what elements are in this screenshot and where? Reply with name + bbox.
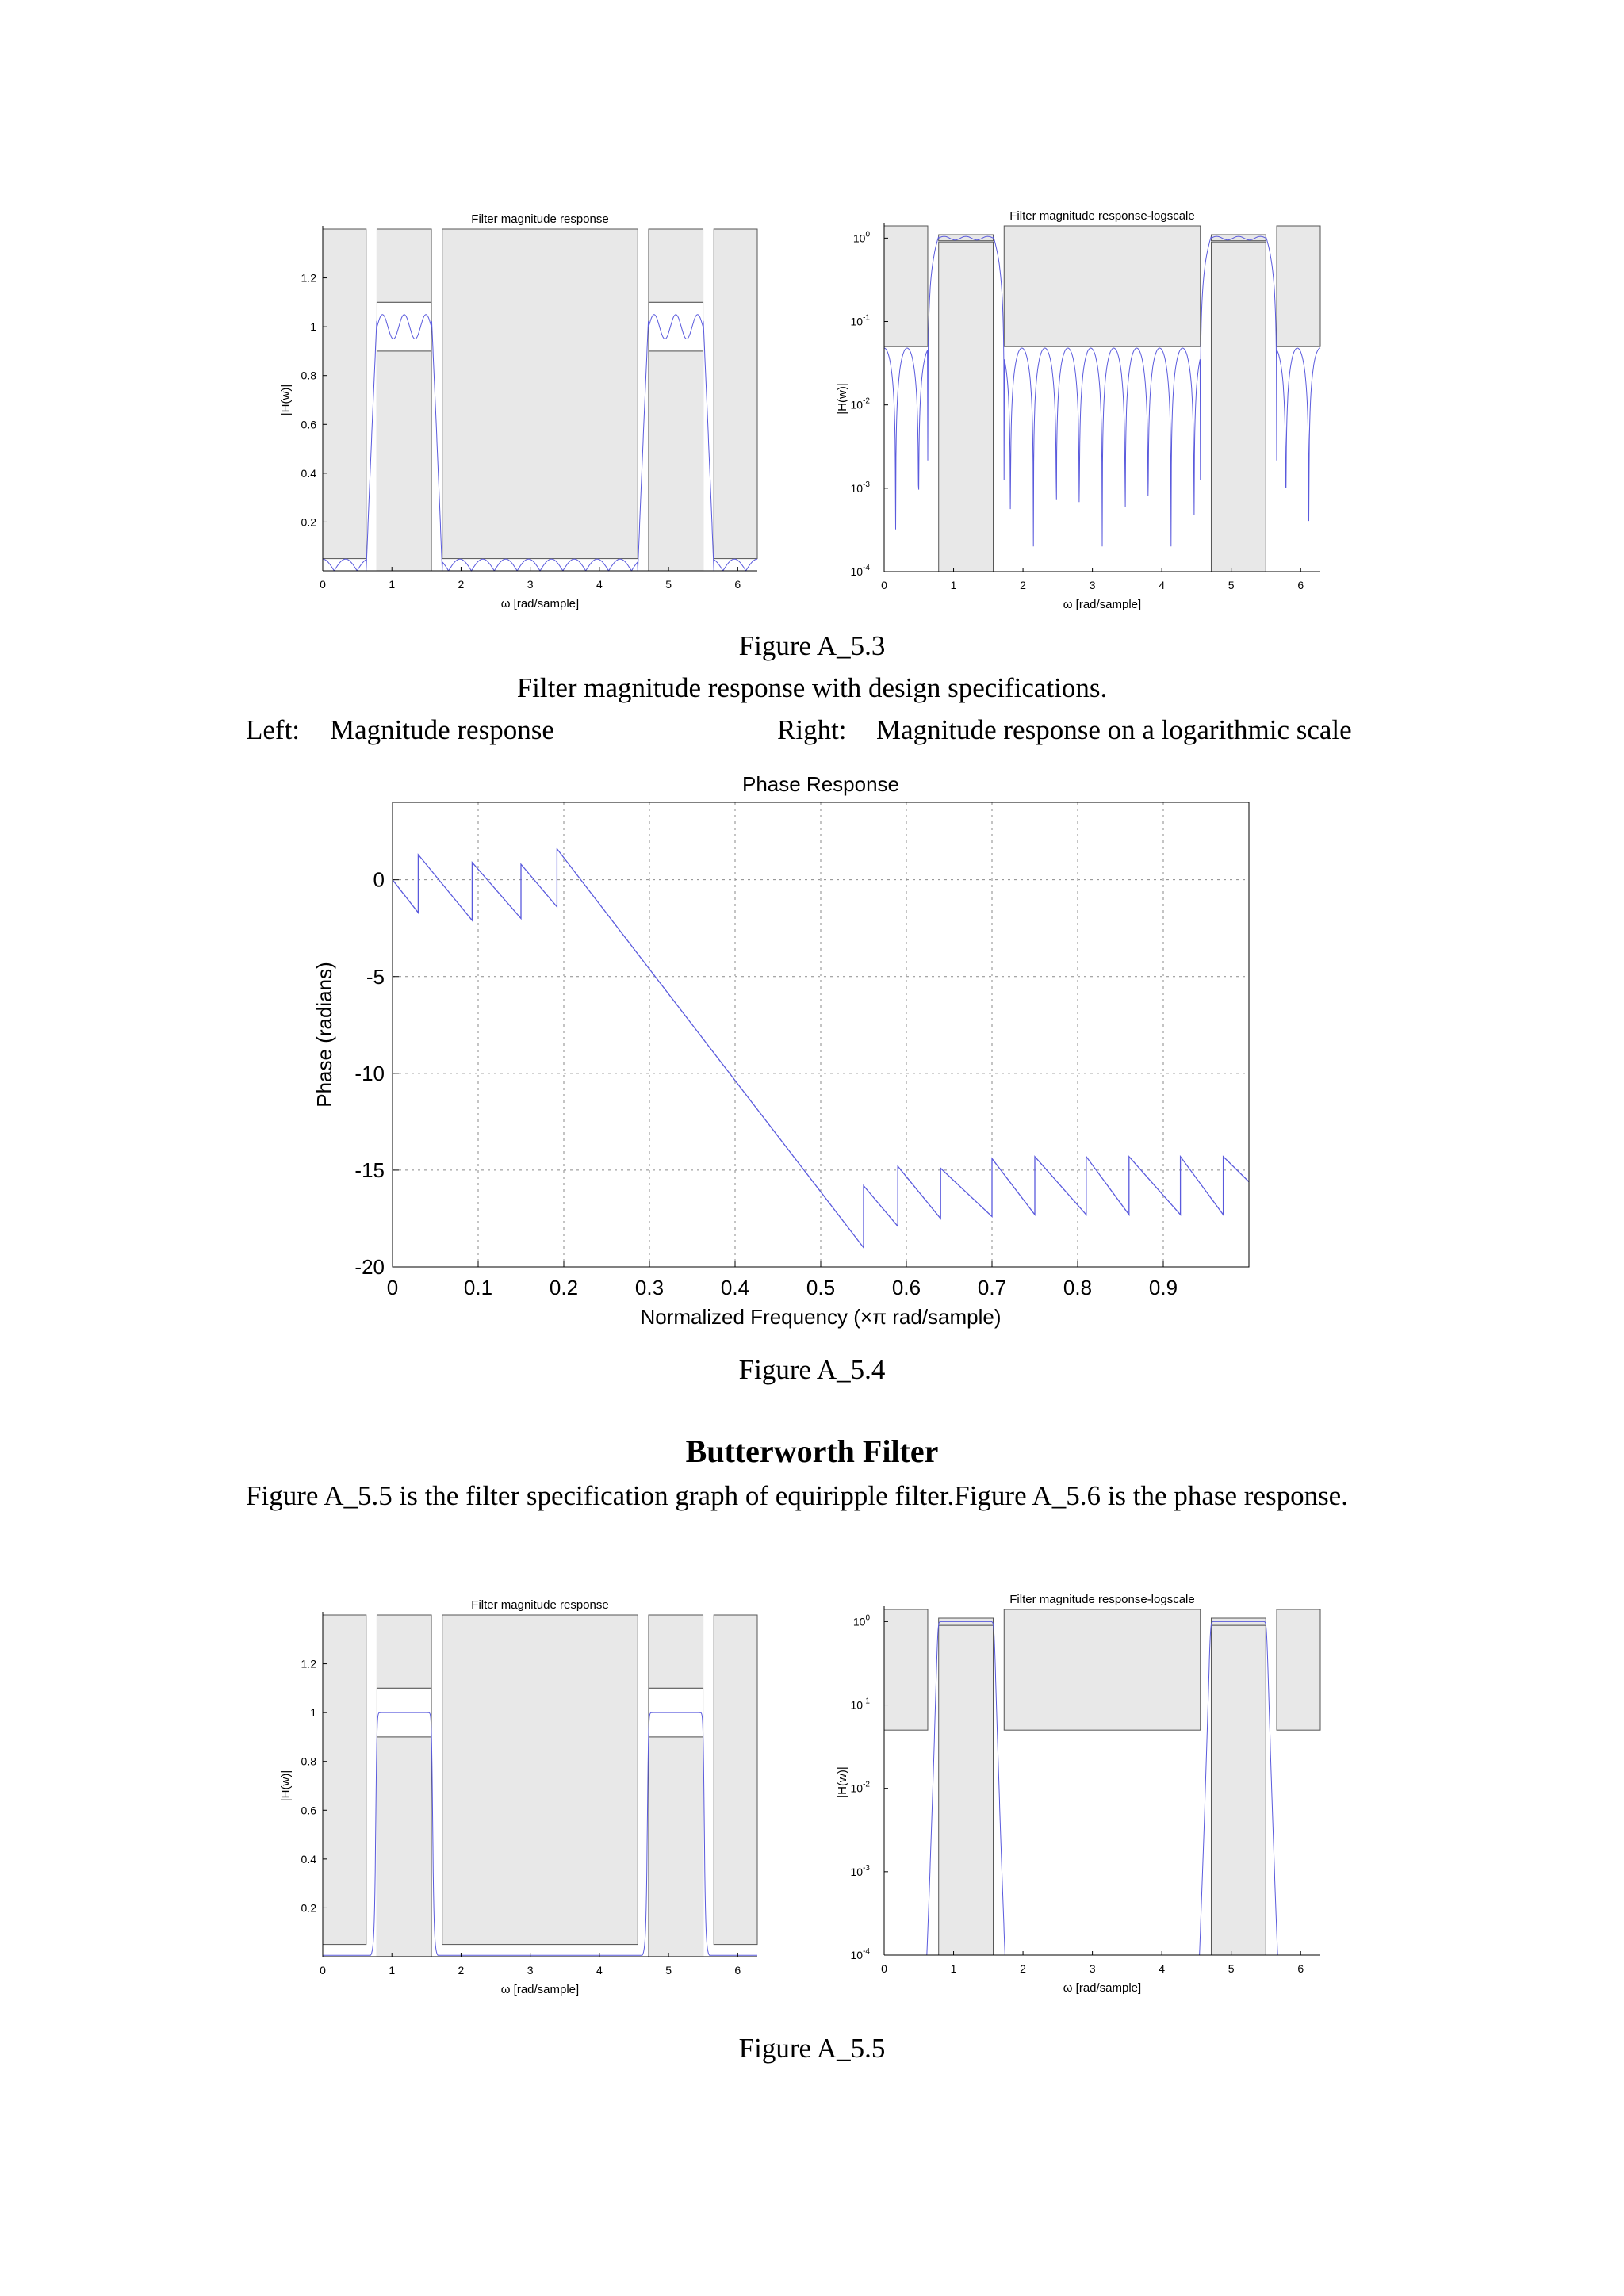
x-tick-label: 4 <box>1159 1962 1166 1975</box>
y-tick-label: $10^{-4}$ <box>850 1947 870 1961</box>
x-tick-label: 6 <box>734 1964 741 1976</box>
y-tick-label: 1.2 <box>301 271 316 285</box>
passband-lower-region <box>939 1625 994 1955</box>
stopband-region <box>323 229 366 559</box>
fig3-right-value: Magnitude response on a logarithmic scale <box>876 714 1352 745</box>
passband-lower-region <box>377 1737 431 1957</box>
stopband-region <box>323 1615 366 1945</box>
chart-title: Phase Response <box>741 772 900 796</box>
y-tick-label: 0.6 <box>301 418 316 431</box>
stopband-region <box>884 226 928 346</box>
fig5-log-chart <box>825 1586 1348 2000</box>
y-tick-label: 0.4 <box>301 466 316 480</box>
stopband-region <box>1004 1609 1200 1730</box>
x-tick-label: 0.8 <box>1063 1276 1093 1299</box>
y-tick-label: 0 <box>373 867 385 892</box>
fig3-linear-chart <box>270 202 777 614</box>
passband-upper-region <box>377 1615 431 1688</box>
chart-title: Filter magnitude response-logscale <box>1009 209 1195 223</box>
y-tick-label: -5 <box>366 964 385 989</box>
x-axis-label: Normalized Frequency (×π rad/sample) <box>640 1305 1002 1329</box>
passband-lower-region <box>1211 1625 1266 1955</box>
y-tick-label: 0.2 <box>301 1901 316 1915</box>
fig3-left-value: Magnitude response <box>330 714 554 745</box>
x-tick-label: 0.9 <box>1148 1276 1178 1299</box>
x-tick-label: 2 <box>1020 579 1026 591</box>
y-tick-label: $10^{-3}$ <box>850 480 870 495</box>
passband-lower-region <box>649 351 703 571</box>
x-tick-label: 5 <box>1228 579 1235 591</box>
fig3-description: Filter magnitude response with design specifications. <box>516 672 1108 703</box>
stopband-region <box>1277 226 1320 346</box>
x-tick-label: 5 <box>665 1964 672 1976</box>
fig5-linear-chart <box>270 1588 777 2000</box>
y-axis-label: |H(w)| <box>279 1770 293 1802</box>
x-axis-label: ω [rad/sample] <box>500 1983 580 1996</box>
x-tick-label: 4 <box>596 1964 603 1976</box>
passband-gap <box>377 302 431 351</box>
x-tick-label: 2 <box>458 578 465 591</box>
y-tick-label: 0.8 <box>301 369 316 382</box>
x-tick-label: 5 <box>1228 1962 1235 1975</box>
passband-lower-region <box>649 1737 703 1957</box>
y-tick-label: 0.6 <box>301 1804 316 1817</box>
passband-upper-region <box>939 235 994 241</box>
x-tick-label: 4 <box>596 578 603 591</box>
y-tick-label: $10^0$ <box>852 230 870 245</box>
x-tick-label: 0 <box>386 1276 399 1299</box>
x-tick-label: 1 <box>950 1962 957 1975</box>
fig3-label: Figure A_5.3 <box>738 630 886 661</box>
x-tick-label: 0.1 <box>463 1276 493 1299</box>
y-axis-label: Phase (radians) <box>312 962 336 1108</box>
x-axis-label: ω [rad/sample] <box>1063 1981 1142 1995</box>
passband-upper-region <box>649 229 703 302</box>
chart-title: Filter magnitude response-logscale <box>1009 1593 1195 1606</box>
y-tick-label: -15 <box>354 1158 385 1182</box>
x-tick-label: 4 <box>1159 579 1166 591</box>
y-tick-label: 1 <box>310 1706 316 1720</box>
x-tick-label: 6 <box>1297 579 1304 591</box>
y-tick-label: 1.2 <box>301 1657 316 1670</box>
y-tick-label: $10^{-2}$ <box>850 396 870 411</box>
x-tick-label: 2 <box>458 1964 465 1976</box>
passband-upper-region <box>649 1615 703 1688</box>
x-tick-label: 6 <box>1297 1962 1304 1975</box>
passband-upper-region <box>1211 1618 1266 1624</box>
x-tick-label: 0 <box>881 1962 887 1975</box>
x-tick-label: 3 <box>527 578 534 591</box>
passband-gap <box>649 302 703 351</box>
passband-lower-region <box>1211 242 1266 572</box>
fig3-left-key: Left: <box>246 714 301 745</box>
x-axis-label: ω [rad/sample] <box>1063 598 1142 611</box>
y-tick-label: $10^{-4}$ <box>850 564 870 578</box>
passband-lower-region <box>939 242 994 572</box>
x-axis-label: ω [rad/sample] <box>500 597 580 610</box>
x-tick-label: 0.6 <box>891 1276 921 1299</box>
y-tick-label: $10^{-1}$ <box>850 1697 870 1712</box>
y-tick-label: -10 <box>354 1061 385 1085</box>
stopband-region <box>442 1615 638 1945</box>
y-axis-label: |H(w)| <box>836 383 849 415</box>
fig5-label: Figure A_5.5 <box>738 2033 886 2064</box>
y-tick-label: 1 <box>310 320 316 334</box>
fig4-label: Figure A_5.4 <box>738 1354 886 1385</box>
x-tick-label: 3 <box>1089 1962 1096 1975</box>
stopband-region <box>884 1609 928 1730</box>
y-tick-label: -20 <box>354 1255 385 1279</box>
x-tick-label: 0.2 <box>549 1276 579 1299</box>
y-tick-label: $10^{-2}$ <box>850 1780 870 1795</box>
passband-upper-region <box>377 229 431 302</box>
y-tick-label: $10^0$ <box>852 1613 870 1628</box>
y-axis-label: |H(w)| <box>279 384 293 416</box>
fig3-right-key: Right: <box>777 714 847 745</box>
x-tick-label: 0 <box>320 1964 326 1976</box>
x-tick-label: 1 <box>950 579 957 591</box>
section-paragraph: Figure A_5.5 is the filter specification graph of equiripple filter.Figure A_5.6 is the phase response. <box>246 1480 1348 1511</box>
passband-lower-region <box>377 351 431 571</box>
y-tick-label: 0.8 <box>301 1755 316 1768</box>
section-heading: Butterworth Filter <box>685 1433 939 1469</box>
x-tick-label: 0.4 <box>720 1276 750 1299</box>
passband-upper-region <box>939 1618 994 1624</box>
y-tick-label: 0.2 <box>301 515 316 529</box>
x-tick-label: 5 <box>665 578 672 591</box>
x-tick-label: 0 <box>320 578 326 591</box>
x-tick-label: 0 <box>881 579 887 591</box>
stopband-region <box>442 229 638 559</box>
x-tick-label: 1 <box>389 578 396 591</box>
y-axis-label: |H(w)| <box>836 1766 849 1798</box>
x-tick-label: 0.5 <box>806 1276 836 1299</box>
y-tick-label: $10^{-1}$ <box>850 313 870 328</box>
fig4-phase-chart <box>309 761 1277 1340</box>
x-tick-label: 0.7 <box>977 1276 1007 1299</box>
y-tick-label: $10^{-3}$ <box>850 1863 870 1878</box>
stopband-region <box>714 1615 757 1945</box>
stopband-region <box>1004 226 1200 346</box>
x-tick-label: 2 <box>1020 1962 1026 1975</box>
passband-upper-region <box>1211 235 1266 241</box>
chart-title: Filter magnitude response <box>471 1598 609 1612</box>
chart-title: Filter magnitude response <box>471 212 609 226</box>
y-tick-label: 0.4 <box>301 1852 316 1866</box>
x-tick-label: 0.3 <box>634 1276 665 1299</box>
x-tick-label: 3 <box>1089 579 1096 591</box>
stopband-region <box>1277 1609 1320 1730</box>
stopband-region <box>714 229 757 559</box>
fig3-log-chart <box>825 202 1348 614</box>
x-tick-label: 3 <box>527 1964 534 1976</box>
x-tick-label: 1 <box>389 1964 396 1976</box>
x-tick-label: 6 <box>734 578 741 591</box>
